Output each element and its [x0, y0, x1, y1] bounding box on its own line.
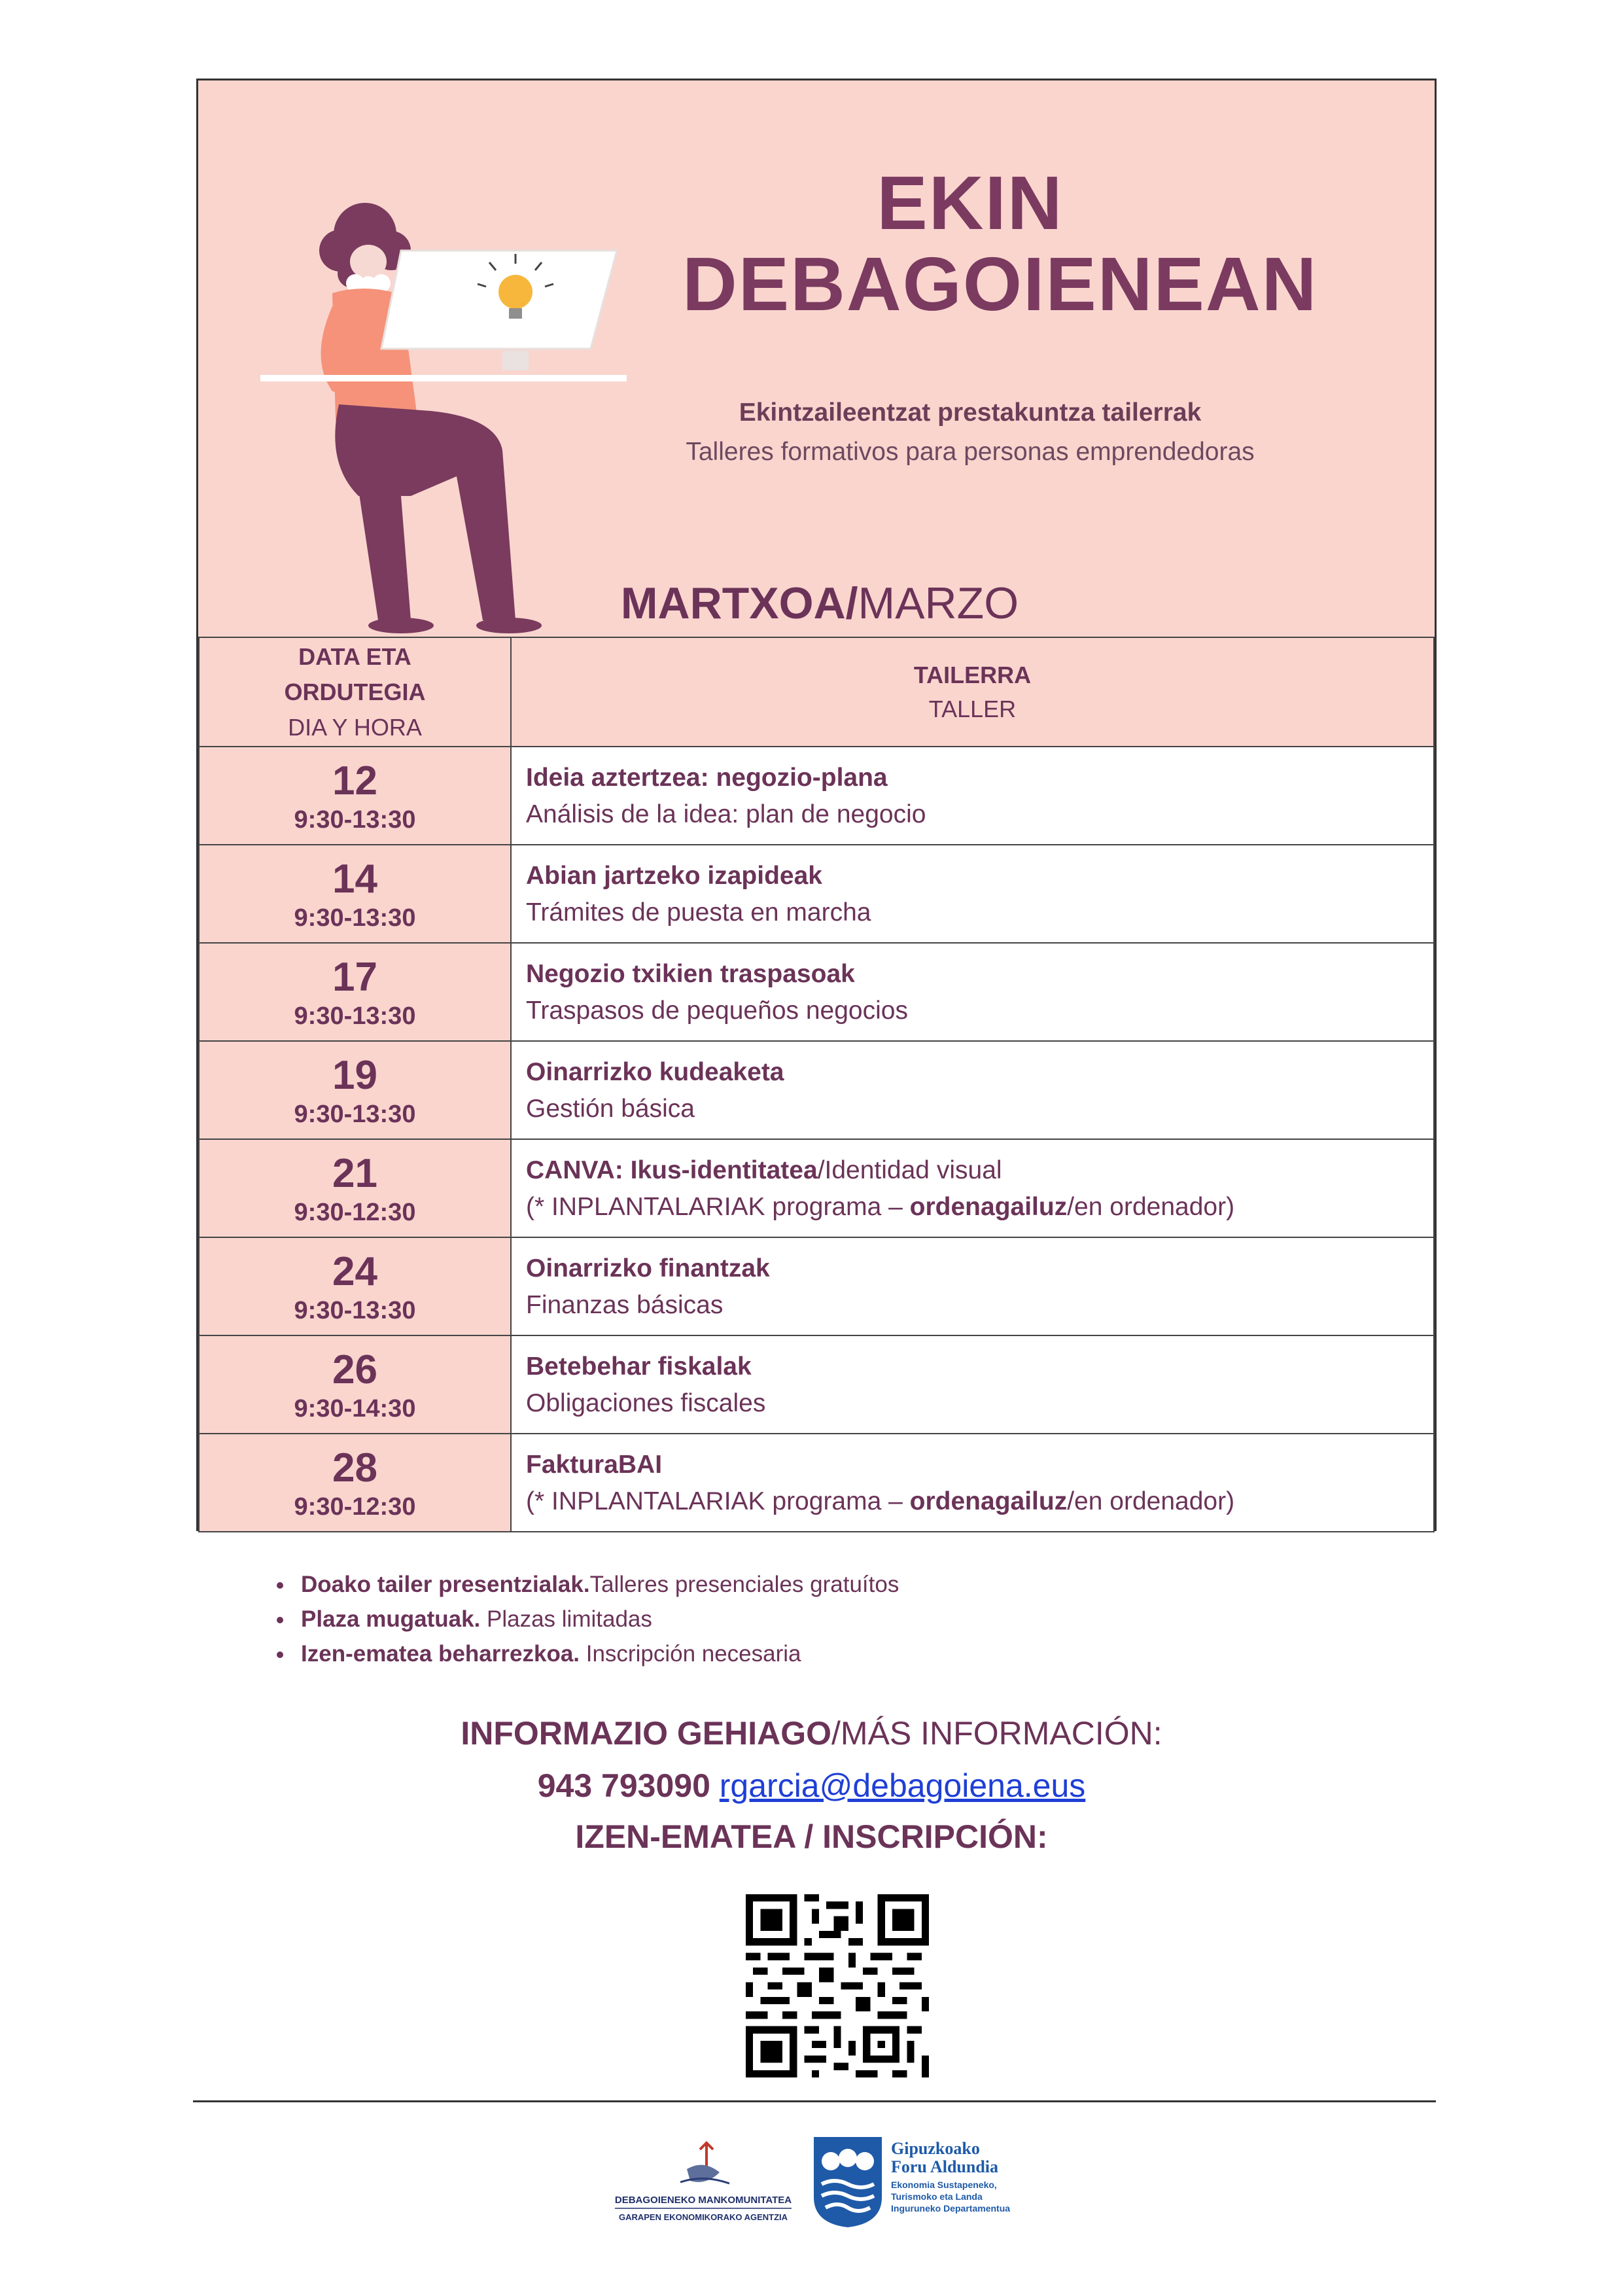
title-line-1: EKIN — [877, 160, 1064, 245]
date-cell — [199, 747, 511, 845]
list-item — [294, 1567, 1406, 1602]
date-cell — [199, 943, 511, 1041]
workshop-note-part: ordenagailuz — [909, 1193, 1068, 1221]
more-info-rest: /MÁS INFORMACIÓN: — [831, 1715, 1162, 1752]
workshop-title: Abian jartzeko izapideak — [526, 862, 822, 890]
table-row — [199, 845, 1434, 943]
day-number: 28 — [332, 1445, 377, 1491]
time-range: 9:30-14:30 — [294, 1395, 416, 1422]
workshop-note-part: /en ordenador) — [1067, 1487, 1235, 1515]
workshop-note-part: (* INPLANTALARIAK programa – — [526, 1193, 910, 1221]
table-row — [199, 1434, 1434, 1532]
workshop-subtitle: Gestión básica — [526, 1095, 695, 1123]
contact-line — [0, 1767, 1623, 1805]
workshop-cell — [511, 1434, 1434, 1532]
header-date-eu-2: ORDUTEGIA — [284, 678, 426, 705]
workshop-title-part: Ikus-identitatea — [630, 1156, 818, 1184]
table-row — [199, 1139, 1434, 1237]
gipuzkoako-foru-aldundia-logo — [811, 2132, 1027, 2230]
header-date-es: DIA Y HORA — [288, 713, 422, 741]
day-number: 14 — [332, 857, 377, 902]
header-workshop-es: TALLER — [928, 695, 1017, 722]
list-item — [294, 1602, 1406, 1636]
subtitle-spanish: Talleres formativos para personas emprendedoras — [686, 438, 1255, 466]
header-workshop-cell — [511, 637, 1434, 747]
logo-right-line-1: Gipuzkoako — [891, 2139, 980, 2158]
registration-line — [0, 1818, 1623, 1856]
hero-banner — [198, 80, 1435, 637]
table-row — [199, 1237, 1434, 1335]
time-range: 9:30-13:30 — [294, 806, 416, 834]
day-number: 19 — [332, 1053, 377, 1098]
list-item — [294, 1636, 1406, 1671]
table-row — [199, 943, 1434, 1041]
workshop-cell — [511, 845, 1434, 943]
time-range: 9:30-13:30 — [294, 1002, 416, 1030]
date-cell — [199, 1139, 511, 1237]
month-heading — [198, 578, 1441, 629]
day-number: 26 — [332, 1347, 377, 1392]
workshop-subtitle: Finanzas básicas — [526, 1291, 724, 1319]
workshop-cell — [511, 1335, 1434, 1434]
time-range: 9:30-13:30 — [294, 1297, 416, 1324]
workshop-title: Oinarrizko kudeaketa — [526, 1058, 784, 1086]
date-cell — [199, 1237, 511, 1335]
workshop-note-part: ordenagailuz — [909, 1487, 1068, 1515]
email-link[interactable]: rgarcia@debagoiena.eus — [719, 1767, 1086, 1804]
main-title — [682, 160, 1318, 327]
workshop-title: FakturaBAI — [526, 1451, 663, 1479]
time-range: 9:30-12:30 — [294, 1199, 416, 1226]
table-header-row — [199, 637, 1434, 747]
title-line-2: DEBAGOIENEAN — [682, 241, 1318, 327]
workshop-cell — [511, 1139, 1434, 1237]
note-bold: Izen-ematea beharrezkoa. — [301, 1641, 580, 1667]
more-info-line — [0, 1714, 1623, 1752]
logo-right-line-3: Ekonomia Sustapeneko, — [891, 2180, 997, 2190]
date-cell — [199, 1335, 511, 1434]
workshop-note-part: /en ordenador) — [1067, 1193, 1235, 1221]
workshop-title: Oinarrizko finantzak — [526, 1254, 770, 1282]
workshop-cell — [511, 1041, 1434, 1139]
time-range: 9:30-12:30 — [294, 1493, 416, 1521]
note-text: Inscripción necesaria — [580, 1641, 801, 1667]
footer-divider — [193, 2100, 1436, 2102]
registration-label: IZEN-EMATEA / INSCRIPCIÓN: — [575, 1818, 1048, 1855]
header-date-eu-1: DATA ETA — [298, 643, 411, 670]
time-range: 9:30-13:30 — [294, 904, 416, 932]
note-bold: Doako tailer presentzialak. — [301, 1572, 590, 1597]
workshop-title-part: CANVA: — [526, 1156, 631, 1184]
workshop-title: Negozio txikien traspasoak — [526, 960, 855, 988]
day-number: 12 — [332, 758, 377, 804]
table-row — [199, 1041, 1434, 1139]
workshop-subtitle: Trámites de puesta en marcha — [526, 898, 871, 927]
workshop-note-part: (* INPLANTALARIAK programa – — [526, 1487, 910, 1515]
day-number: 24 — [332, 1249, 377, 1294]
workshop-title-part: /Identidad visual — [817, 1156, 1002, 1184]
subtitle-basque: Ekintzaileentzat prestakuntza tailerrak — [739, 398, 1202, 427]
workshop-subtitle: Traspasos de pequeños negocios — [526, 997, 908, 1025]
logo-left-line-1: DEBAGOIENEKO MANKOMUNITATEA — [614, 2195, 792, 2206]
workshop-title — [512, 1151, 1433, 1189]
phone-number: 943 793090 — [537, 1767, 720, 1804]
debagoieneko-mankomunitatea-logo — [608, 2136, 798, 2228]
table-row — [199, 747, 1434, 845]
workshop-cell — [511, 1237, 1434, 1335]
workshop-cell — [511, 747, 1434, 845]
table-row — [199, 1335, 1434, 1434]
qr-code[interactable] — [746, 1894, 929, 2077]
logo-right-line-4: Turismoko eta Landa — [891, 2191, 983, 2202]
month-basque: MARTXOA/ — [620, 578, 858, 628]
workshop-subtitle: Análisis de la idea: plan de negocio — [526, 800, 926, 828]
workshop-title: Betebehar fiskalak — [526, 1352, 752, 1381]
workshop-title: Ideia aztertzea: negozio-plana — [526, 764, 888, 792]
workshop-subtitle: Obligaciones fiscales — [526, 1389, 766, 1417]
date-cell — [199, 845, 511, 943]
day-number: 21 — [332, 1151, 377, 1196]
note-text: Plazas limitadas — [480, 1606, 652, 1632]
logo-left-line-2: GARAPEN EKONOMIKORAKO AGENTZIA — [618, 2212, 788, 2222]
logo-right-line-2: Foru Aldundia — [891, 2157, 999, 2176]
date-cell — [199, 1434, 511, 1532]
more-info-bold: INFORMAZIO GEHIAGO — [461, 1715, 832, 1752]
header-workshop-eu: TAILERRA — [913, 661, 1032, 688]
logo-right-line-5: Inguruneko Departamentua — [891, 2203, 1011, 2214]
month-spanish: MARZO — [858, 578, 1019, 628]
note-text: Talleres presenciales gratuítos — [589, 1572, 899, 1597]
workshop-table — [198, 637, 1435, 1532]
note-bold: Plaza mugatuak. — [301, 1606, 481, 1632]
time-range: 9:30-13:30 — [294, 1101, 416, 1128]
notes-list — [249, 1567, 1406, 1671]
schedule-frame — [196, 79, 1437, 1531]
day-number: 17 — [332, 955, 377, 1000]
date-cell — [199, 1041, 511, 1139]
header-date-cell — [199, 637, 511, 747]
workshop-cell — [511, 943, 1434, 1041]
workshop-note — [512, 1483, 1433, 1520]
workshop-note — [512, 1189, 1433, 1226]
